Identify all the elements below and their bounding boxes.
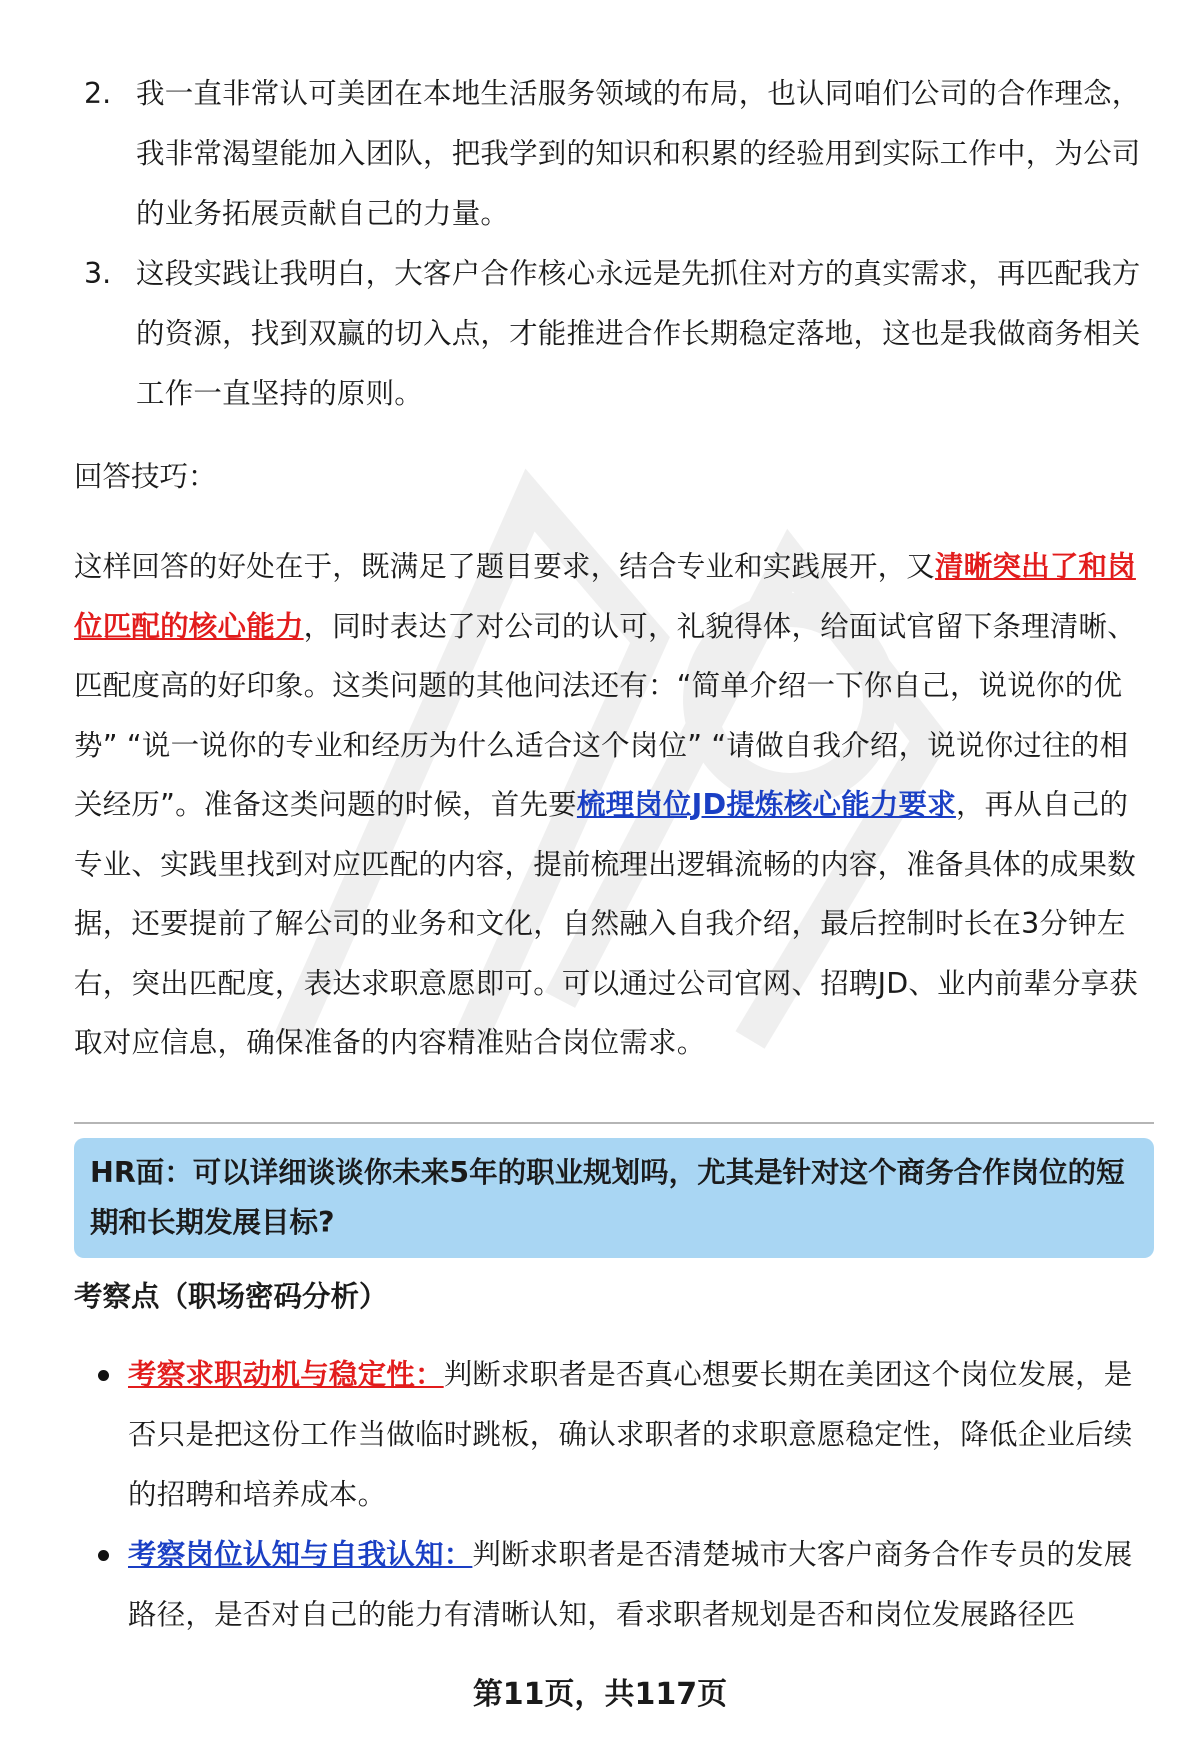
list-item	[74, 244, 1154, 424]
bullet-list	[74, 1345, 1154, 1645]
tips-text: 这样回答的好处在于，既满足了题目要求，结合专业和实践展开，又	[74, 550, 936, 583]
list-item	[74, 1525, 1154, 1645]
bullet-dot-icon	[74, 1345, 128, 1525]
bullet-dot-icon	[74, 1525, 128, 1645]
bullet-text	[128, 1345, 1154, 1525]
highlight-blue: 梳理岗位JD提炼核心能力要求	[576, 788, 956, 821]
question-box: HR面：可以详细谈谈你未来5年的职业规划吗，尤其是针对这个商务合作岗位的短期和长期发展目标?	[74, 1138, 1154, 1258]
list-item	[74, 64, 1154, 244]
tips-text: ，再从自己的专业、实践里找到对应匹配的内容，提前梳理出逻辑流畅的内容，准备具体的成果数据，还要提前了解公司的业务和文化，自然融入自我介绍，最后控制时长在3分钟左右，突出匹配度，表达求职意愿即可。可以通过公司官网、招聘JD、业内前辈分享获取对应信息，确保准备的内容精准贴合岗位需求。	[74, 788, 1138, 1059]
bullet-body: 判断求职者是否清楚城市大客户商务合作专员的发展路径，是否对自己的能力有清晰认知，看求职者规划是否和岗位发展路径匹	[128, 1538, 1133, 1631]
page-number: 第11页，共117页	[472, 1677, 728, 1712]
list-number: 2.	[84, 77, 112, 110]
tips-label: 回答技巧：	[74, 460, 217, 493]
bullet-label: 考察岗位认知与自我认知：	[128, 1538, 473, 1571]
bullet-label: 考察求职动机与稳定性：	[128, 1358, 444, 1391]
list-text: 这段实践让我明白，大客户合作核心永远是先抓住对方的真实需求，再匹配我方的资源，找到双赢的切入点，才能推进合作长期稳定落地，这也是我做商务相关工作一直坚持的原则。	[136, 257, 1141, 410]
highlight-red: 清晰突出了和岗位匹配的核心能力	[74, 550, 1136, 643]
tips-paragraph	[74, 537, 1154, 1073]
list-item	[74, 1345, 1154, 1525]
list-text: 我一直非常认可美团在本地生活服务领域的布局，也认同咱们公司的合作理念，我非常渴望能加入团队，把我学到的知识和积累的经验用到实际工作中，为公司的业务拓展贡献自己的力量。	[136, 77, 1141, 230]
section-title: 考察点（职场密码分析）	[74, 1280, 388, 1313]
list-number: 3.	[84, 257, 112, 290]
bullet-text	[128, 1525, 1154, 1645]
divider	[74, 1122, 1154, 1124]
numbered-list	[74, 64, 1154, 424]
tips-text: ，同时表达了对公司的认可，礼貌得体，给面试官留下条理清晰、匹配度高的好印象。这类问题的其他问法还有：“简单介绍一下你自己，说说你的优势” “说一说你的专业和经历为什么适合这个岗位” “请做自我介绍，说说你过往的相关经历”。准备这类问题的时候，首先要	[74, 609, 1136, 821]
bullet-body: 判断求职者是否真心想要长期在美团这个岗位发展，是否只是把这份工作当做临时跳板，确认求职者的求职意愿稳定性，降低企业后续的招聘和培养成本。	[128, 1358, 1133, 1511]
